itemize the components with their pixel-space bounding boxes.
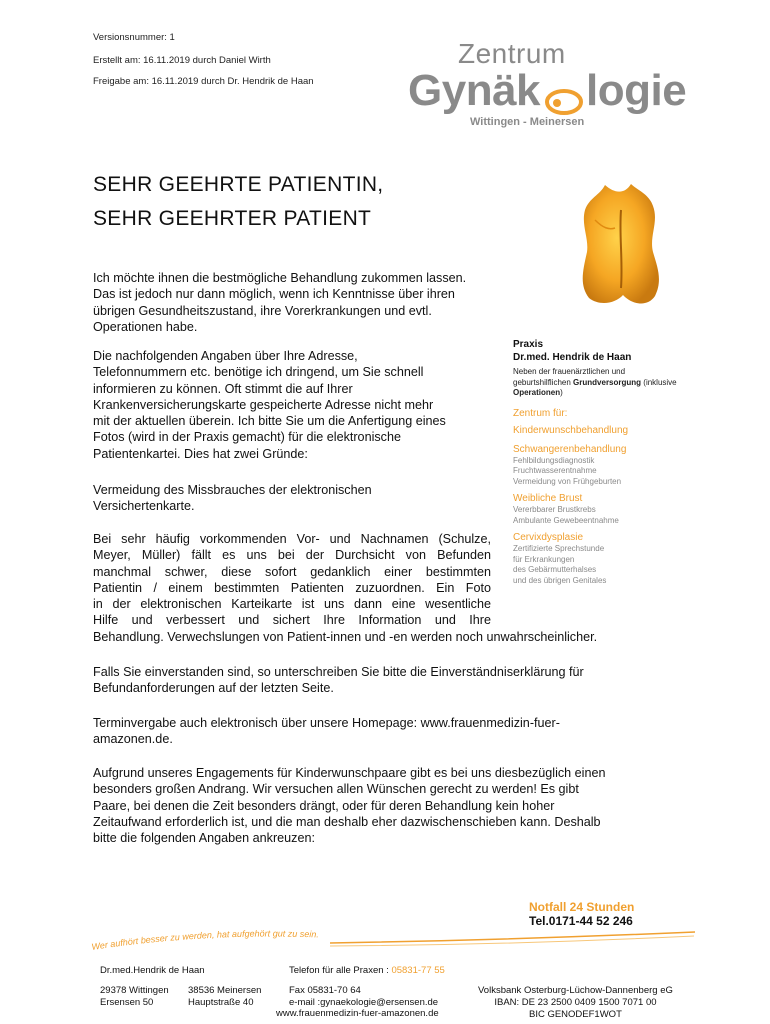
text-line: Patientenkartei. Dies hat zwei Gründe: (93, 446, 308, 461)
address-line: Ersensen 50 (100, 997, 154, 1008)
emergency-label: Notfall 24 Stunden (529, 900, 635, 914)
text-line: Ich möchte ihnen die bestmögliche Behandlung zukommen lassen. (93, 271, 467, 285)
practice-sidebar (513, 338, 713, 586)
reason-1-paragraph (93, 482, 498, 515)
sidebar-desc-line-2 (513, 378, 713, 389)
phone-label: Telefon für alle Praxen : (289, 965, 392, 976)
logo-location: Wittingen - Meinersen (470, 116, 585, 128)
text-line: in der elektronischen Karteikarte ist uns dann eine wesentliche (93, 597, 491, 612)
text-line: Falls Sie einverstanden sind, so unterschreiben Sie bitte die Einverständniserklärung für (93, 665, 584, 679)
text-line: amazonen.de. (93, 732, 173, 747)
version-number: Versionsnummer: 1 (93, 32, 175, 43)
text-segment: geburtshilflichen (513, 377, 574, 387)
logo-word-b: logie (586, 66, 687, 115)
online-booking-paragraph (93, 715, 693, 748)
text-line: Die nachfolgenden Angaben über Ihre Adresse, (93, 349, 358, 363)
text-segment: (inklusive (641, 377, 677, 387)
bank-line: Volksbank Osterburg-Lüchow-Dannenberg eG (478, 985, 673, 996)
sidebar-desc-line-1: Neben der frauenärztlichen und (513, 367, 626, 376)
text-line: Meyer, Müller) fällt es uns bei der Durchsicht von Befunden (93, 548, 491, 563)
sidebar-cervix: Cervixdysplasie (513, 532, 584, 543)
consent-paragraph (93, 664, 693, 697)
sidebar-item: und des übrigen Genitales (513, 575, 607, 585)
text-line: besonders großen Andrang. Wir versuchen allen Wünschen gerecht zu werden! Es gibt (93, 782, 579, 797)
sidebar-kinderwunsch: Kinderwunschbehandlung (513, 424, 629, 436)
engagement-paragraph (93, 765, 693, 846)
text-line: bitte die folgenden Angaben ankreuzen: (93, 831, 315, 846)
sidebar-item: Vererbbarer Brustkrebs (513, 505, 596, 514)
footer-doctor: Dr.med.Hendrik de Haan (100, 965, 205, 976)
text-line: Das ist jedoch nur dann möglich, wenn ich Kenntnisse über ihren (93, 287, 455, 302)
release-info: Freigabe am: 16.11.2019 durch Dr. Hendrik de Haan (93, 76, 314, 87)
footer-bank (478, 985, 673, 1021)
slogan-text: Wer aufhört besser zu werden, hat aufgehört gut zu sein. (90, 928, 320, 952)
created-info: Erstellt am: 16.11.2019 durch Daniel Wirth (93, 55, 271, 66)
text-line: Terminvergabe auch elektronisch über unsere Homepage: www.frauenmedizin-fuer- (93, 716, 560, 730)
sidebar-item: Fruchtwasserentnahme (513, 466, 597, 475)
text-line: manchmal schwer, diese sofort gedanklich einer bestimmten (93, 564, 491, 579)
sidebar-item: des Gebärmutterhalses (513, 565, 597, 574)
website-link[interactable]: www.frauenmedizin-fuer-amazonen.de (276, 1008, 439, 1019)
intro-paragraph (93, 270, 523, 335)
slogan-graphic (90, 918, 700, 963)
bank-line: BIC GENODEF1WOT (528, 1009, 622, 1020)
headline-line-1: SEHR GEEHRTE PATIENTIN, (93, 173, 384, 196)
text-line: Aufgrund unseres Engagements für Kinderwunschpaare gibt es bei uns diesbezüglich einen (93, 766, 606, 780)
text-line: mit der aktuellen überein. Ich bitte Sie um die Anfertigung eines (93, 414, 446, 429)
sidebar-item: Ambulante Gewebeentnahme (513, 515, 619, 525)
logo-zentrum: Zentrum (458, 38, 566, 69)
sidebar-item: Fehlbildungsdiagnostik (513, 455, 595, 465)
logo-gynaekologie (408, 66, 686, 116)
swoosh-line (330, 932, 695, 943)
sidebar-item: Vermeidung von Frühgeburten (513, 476, 622, 486)
text-line: Zeitaufwand erforderlich ist, und die man deshalb eher dazwischenschieben kann. Deshalb (93, 814, 601, 829)
swoosh-line-light (330, 936, 694, 946)
bank-line: IBAN: DE 23 2500 0409 1500 7071 00 (494, 997, 657, 1008)
text-line: informieren zu können. Oft stimmt die auf Ihrer (93, 381, 353, 396)
address-line: Hauptstraße 40 (188, 997, 254, 1008)
text-line: Patientin / einem bestimmten Patienten zuzuordnen. Ein Foto (93, 580, 491, 595)
text-segment-bold: Operationen (513, 388, 561, 397)
logo-word-a: Gynäk (408, 66, 541, 115)
text-line: Krankenversicherungskarte gespeicherte Adresse nicht mehr (93, 397, 434, 412)
sidebar-item: Zertifizierte Sprechstunde (513, 544, 605, 553)
footer-address-wittingen (100, 985, 169, 1009)
footer-address-meinersen (188, 985, 261, 1009)
sidebar-doctor: Dr.med. Hendrik de Haan (513, 352, 632, 363)
details-paragraph (93, 348, 498, 462)
text-line: Befundanforderungen auf der letzten Seite. (93, 681, 334, 696)
fax-number: Fax 05831-70 64 (289, 985, 361, 996)
text-line: Bei sehr häufig vorkommenden Vor- und Nachnamen (Schulze, (93, 532, 491, 546)
sidebar-zentrum: Zentrum für: (513, 407, 568, 419)
email-address[interactable]: e-mail :gynaekologie@ersensen.de (289, 997, 439, 1008)
text-line: Paare, bei denen die Zeit besonders drängt, oder für deren Behandlung kein hoher (93, 798, 555, 813)
text-line: Vermeidung des Missbrauches der elektronischen (93, 483, 372, 497)
text-segment: ) (560, 388, 563, 397)
footer-contact (289, 985, 438, 1009)
reason-2-last-line: Behandlung. Verwechslungen von Patient-innen und -en werden noch unwahrscheinlicher. (93, 630, 598, 644)
sidebar-item: für Erkrankungen (513, 554, 575, 564)
text-line: Operationen habe. (93, 319, 198, 334)
sidebar-brust: Weibliche Brust (513, 493, 583, 504)
text-line: Versichertenkarte. (93, 499, 195, 514)
headline-line-2: SEHR GEEHRTER PATIENT (93, 207, 372, 230)
logo-swirl-icon (544, 78, 584, 108)
footer-phone (289, 965, 445, 977)
emergency-phone: Tel.0171-44 52 246 (529, 914, 633, 928)
phone-value: 05831-77 55 (391, 965, 445, 976)
text-line: Hilfe und verbessert und sichert Ihre Information und Ihre (93, 613, 491, 628)
address-line: 29378 Wittingen (100, 985, 169, 996)
sidebar-praxis: Praxis (513, 339, 544, 350)
text-line: übrigen Gesundheitszustand, ihre Vorerkrankungen und evtl. (93, 303, 432, 318)
sidebar-schwanger: Schwangerenbehandlung (513, 443, 627, 455)
text-line: Fotos (wird in der Praxis gemacht) für die elektronische (93, 430, 401, 445)
torso-illustration (575, 180, 665, 315)
text-segment-bold: Grundversorgung (573, 377, 642, 387)
reason-2-paragraph (93, 531, 491, 629)
text-line: Telefonnummern etc. benötige ich dringend, um Sie schnell (93, 365, 424, 380)
sidebar-desc-line-3 (513, 388, 713, 399)
address-line: 38536 Meinersen (188, 985, 262, 996)
